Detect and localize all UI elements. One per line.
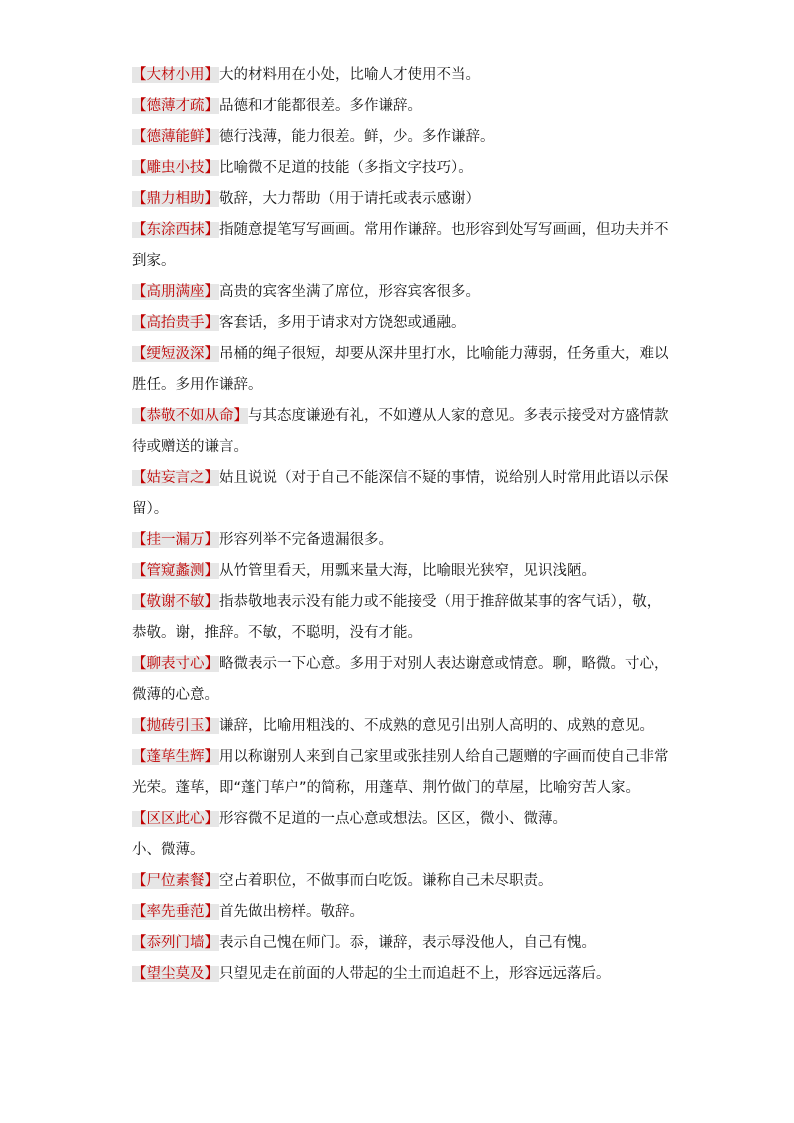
entry-definition: 指随意提笔写写画画。常用作谦辞。也形容到处写写画画，但功夫并不到家。 <box>132 222 669 269</box>
entry-definition: 高贵的宾客坐满了席位，形容宾客很多。 <box>219 284 480 300</box>
entry-23 <box>132 959 672 990</box>
entry-term: 【鼎力相助】 <box>132 191 219 207</box>
entry-term: 【高抬贵手】 <box>132 315 219 331</box>
document-body <box>132 60 672 990</box>
entry-definition: 谦辞，比喻用粗浅的、不成熟的意见引出别人高明的、成熟的意见。 <box>219 718 654 734</box>
entry-term: 【聊表寸心】 <box>132 656 219 672</box>
entry-14 <box>132 587 672 649</box>
entry-term: 【率先垂范】 <box>132 904 219 920</box>
entry-term: 【恭敬不如从命】 <box>132 408 248 424</box>
entry-19-continuation <box>132 835 672 866</box>
entry-definition: 用以称谢别人来到自己家里或张挂别人给自己题赠的字画而使自己非常光荣。蓬荜，即“蓬门荜户”的简称，用蓬草、荆竹做门的草屋，比喻穷苦人家。 <box>132 749 669 796</box>
entry-definition: 指恭敬地表示没有能力或不能接受（用于推辞做某事的客气话），敬，恭敬。谢，推辞。不敏，不聪明，没有才能。 <box>132 594 662 641</box>
entry-term: 【东涂西抹】 <box>132 222 219 238</box>
entry-term: 【忝列门墙】 <box>132 935 219 951</box>
entry-definition: 表示自己愧在师门。忝，谦辞，表示辱没他人，自己有愧。 <box>219 935 596 951</box>
entry-17 <box>132 742 672 804</box>
entry-term: 【管窥蠡测】 <box>132 563 219 579</box>
entry-definition: 小、微薄。 <box>132 842 205 858</box>
entry-3 <box>132 122 672 153</box>
entry-term: 【区区此心】 <box>132 811 219 827</box>
entry-term: 【抛砖引玉】 <box>132 718 219 734</box>
entry-term: 【大材小用】 <box>132 67 219 83</box>
entry-term: 【德薄才疏】 <box>132 98 219 114</box>
entry-term: 【蓬荜生辉】 <box>132 749 219 765</box>
entry-21 <box>132 897 672 928</box>
entry-22 <box>132 928 672 959</box>
entry-definition: 吊桶的绳子很短，却要从深井里打水，比喻能力薄弱，任务重大，难以胜任。多用作谦辞。 <box>132 346 669 393</box>
entry-6 <box>132 215 672 277</box>
entry-definition: 首先做出榜样。敬辞。 <box>219 904 364 920</box>
entry-5 <box>132 184 672 215</box>
entry-15 <box>132 649 672 711</box>
entry-20 <box>132 866 672 897</box>
entry-4 <box>132 153 672 184</box>
entry-definition: 敬辞，大力帮助（用于请托或表示感谢） <box>219 191 480 207</box>
entry-term: 【高朋满座】 <box>132 284 219 300</box>
entry-8 <box>132 308 672 339</box>
entry-9 <box>132 339 672 401</box>
entry-11 <box>132 463 672 525</box>
entry-term: 【绠短汲深】 <box>132 346 219 362</box>
entry-13 <box>132 556 672 587</box>
entry-16 <box>132 711 672 742</box>
entry-term: 【望尘莫及】 <box>132 966 219 982</box>
entry-10 <box>132 401 672 463</box>
entry-term: 【挂一漏万】 <box>132 532 219 548</box>
entry-1 <box>132 60 672 91</box>
entry-definition: 与其态度谦逊有礼，不如遵从人家的意见。多表示接受对方盛情款待或赠送的谦言。 <box>132 408 669 455</box>
entry-18 <box>132 804 672 835</box>
entry-definition: 空占着职位，不做事而白吃饭。谦称自己未尽职责。 <box>219 873 553 889</box>
entry-definition: 德行浅薄，能力很差。鲜，少。多作谦辞。 <box>219 129 495 145</box>
entry-definition: 只望见走在前面的人带起的尘土而追赶不上，形容远远落后。 <box>219 966 611 982</box>
entry-definition: 形容微不足道的一点心意或想法。区区，微小、微薄。 <box>219 811 567 827</box>
entry-definition: 品德和才能都很差。多作谦辞。 <box>219 98 422 114</box>
entry-term: 【德薄能鲜】 <box>132 129 219 145</box>
entry-definition: 从竹管里看天，用瓢来量大海，比喻眼光狭窄，见识浅陋。 <box>219 563 596 579</box>
entry-definition: 形容列举不完备遗漏很多。 <box>219 532 393 548</box>
entry-2 <box>132 91 672 122</box>
entry-definition: 比喻微不足道的技能（多指文字技巧）。 <box>219 160 473 176</box>
entry-definition: 略微表示一下心意。多用于对别人表达谢意或情意。聊，略微。寸心，微薄的心意。 <box>132 656 669 703</box>
entry-term: 【姑妄言之】 <box>132 470 219 486</box>
entry-term: 【尸位素餐】 <box>132 873 219 889</box>
entry-term: 【敬谢不敏】 <box>132 594 219 610</box>
entry-12 <box>132 525 672 556</box>
entry-definition: 客套话，多用于请求对方饶恕或通融。 <box>219 315 466 331</box>
entry-definition: 姑且说说（对于自己不能深信不疑的事情，说给别人时常用此语以示保留）。 <box>132 470 669 517</box>
entry-7 <box>132 277 672 308</box>
entry-term: 【雕虫小技】 <box>132 160 219 176</box>
entry-definition: 大的材料用在小处，比喻人才使用不当。 <box>219 67 480 83</box>
